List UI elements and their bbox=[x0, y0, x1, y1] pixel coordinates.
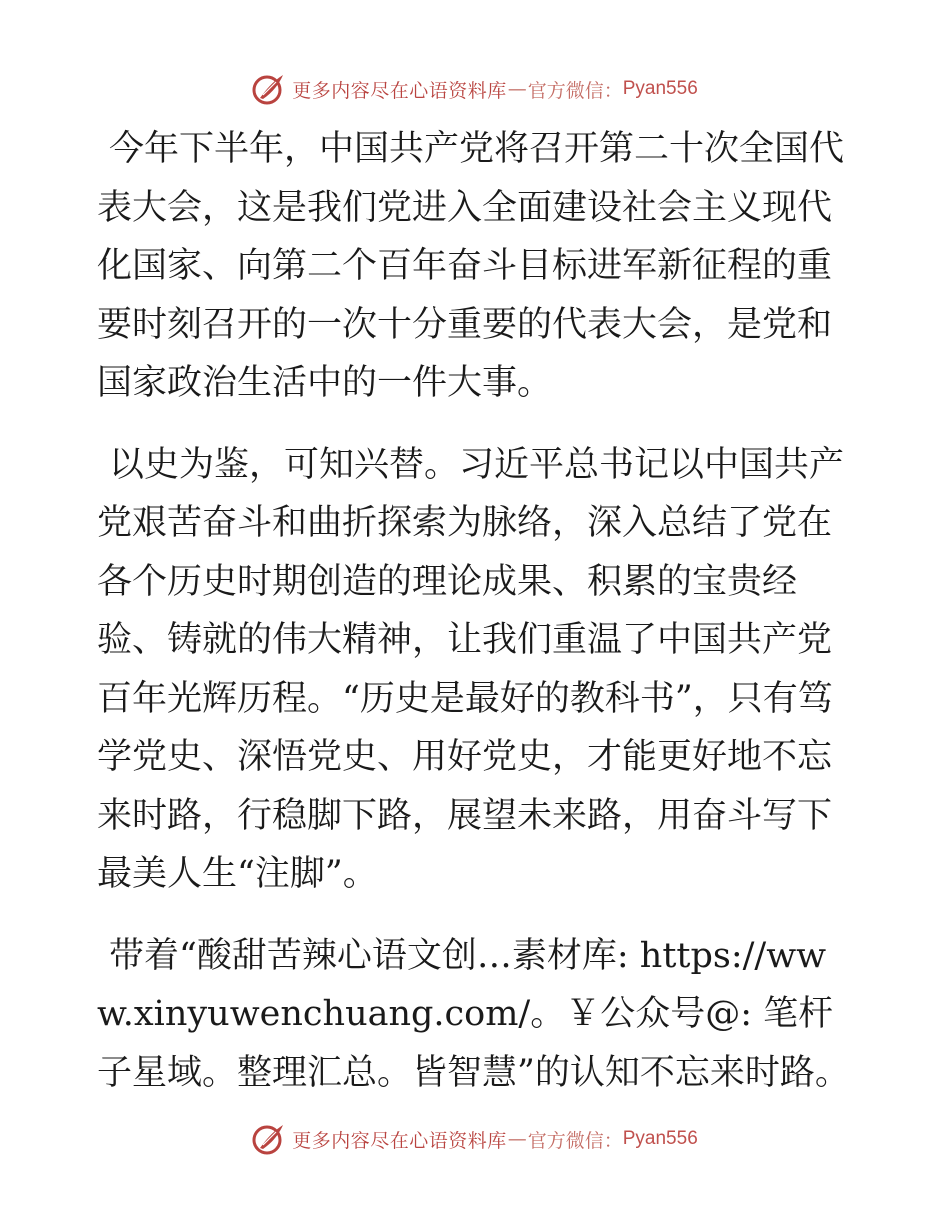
quill-circle-logo-icon bbox=[252, 72, 286, 106]
paragraph-1: 今年下半年，中国共产党将召开第二十次全国代表大会，这是我们党进入全面建设社会主义现代化国家、向第二个百年奋斗目标进军新征程的重要时刻召开的一次十分重要的代表大会，是党和国家政治生活中的一件大事。 bbox=[97, 129, 845, 403]
footer-wechat-label: 官方微信： bbox=[527, 1129, 623, 1152]
paragraph-3: 带着“酸甜苦辣心语文创…素材库: https://www.xinyuwenchuang.com/。￥公众号@: 笔杆子星域。整理汇总。皆智慧”的认知不忘来时路。 bbox=[97, 935, 850, 1093]
header-wechat-label: 官方微信： bbox=[527, 79, 623, 102]
document-body bbox=[97, 120, 857, 1125]
quill-circle-logo-icon bbox=[252, 1122, 286, 1156]
footer-separator: — bbox=[507, 1128, 527, 1150]
footer-text: 更多内容尽在心语资料库 bbox=[292, 1129, 507, 1152]
footer-wechat-id: Pyan556 bbox=[622, 1128, 698, 1149]
header-wechat-id: Pyan556 bbox=[622, 78, 698, 99]
footer-banner bbox=[0, 1122, 950, 1156]
paragraph-2: 以史为鉴，可知兴替。习近平总书记以中国共产党艰苦奋斗和曲折探索为脉络，深入总结了党在各个历史时期创造的理论成果、积累的宝贵经验、铸就的伟大精神，让我们重温了中国共产党百年光辉历程。“历史是最好的教科书”，只有笃学党史、深悟党史、用好党史，才能更好地不忘来时路，行稳脚下路，展望未来路，用奋斗写下最美人生“注脚”。 bbox=[97, 444, 845, 894]
header-banner bbox=[0, 72, 950, 106]
header-text: 更多内容尽在心语资料库 bbox=[292, 79, 507, 102]
header-separator: — bbox=[507, 78, 527, 100]
